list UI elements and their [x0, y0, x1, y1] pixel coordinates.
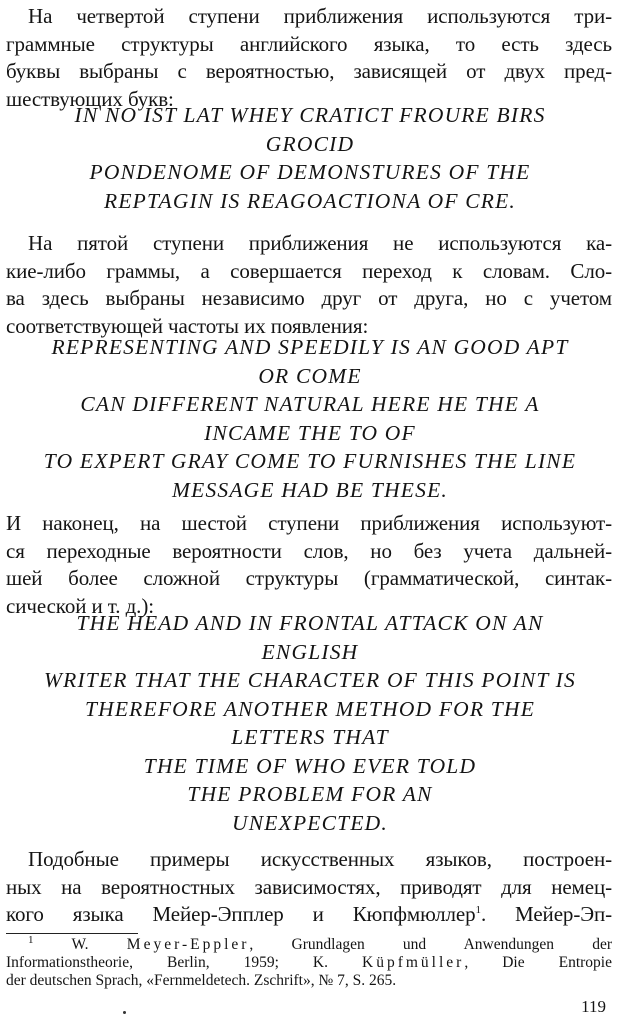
sample-line: REPTAGIN IS REAGOACTIONA OF CRE.	[103, 188, 517, 213]
footnote-text: W.	[71, 936, 127, 953]
text-line: ных на вероятностных зависимостях, приводят для немец-	[6, 874, 612, 899]
text-fragment: кого языка Мейер-Эпплер и Кюпфмюллер	[6, 902, 476, 926]
footnote	[6, 933, 612, 990]
footnote-line	[6, 954, 612, 972]
sample-line: TO EXPERT GRAY COME TO FURNISHES THE LINE	[43, 449, 577, 473]
sample-line: THE HEAD AND IN FRONTAL ATTACK ON AN	[76, 611, 544, 635]
footnote-text: , Die Entropie	[464, 954, 612, 971]
text-line: Подобные примеры искусственных языков, построен-	[28, 847, 612, 871]
text-line: На четвертой ступени приближения используются три-	[28, 4, 612, 28]
sample-line: CAN DIFFERENT NATURAL HERE HE THE A	[80, 392, 540, 416]
text-line: сической и т. д.):	[6, 593, 154, 618]
sample-line: THEREFORE ANOTHER METHOD FOR THE	[84, 696, 536, 721]
footnote-reference[interactable]: 1	[475, 904, 481, 916]
paragraph-sixth-step	[6, 510, 612, 620]
sample-line: PONDENOME OF DEMONSTURES OF THE	[89, 160, 531, 184]
sample-line: THE TIME OF WHO EVER TOLD	[143, 753, 477, 778]
footnote-author: Küpfmüller	[362, 954, 465, 971]
paragraph-german-examples	[6, 846, 612, 929]
text-fragment: . Мейер-Эп-	[480, 902, 613, 926]
footnote-marker: 1	[28, 933, 34, 946]
paragraph-fifth-step	[6, 230, 612, 340]
sample-line: IN NO IST LAT WHEY CRATICT FROURE BIRS	[74, 103, 546, 127]
text-line	[6, 901, 612, 929]
text-line: ся переходные вероятности слов, но без учета дальней-	[6, 538, 612, 563]
text-line: И наконец, на шестой ступени приближения используют-	[6, 511, 612, 535]
paragraph-fourth-step	[6, 3, 612, 113]
page-number: 119	[581, 997, 606, 1016]
sample-line: THE PROBLEM FOR AN	[187, 782, 433, 806]
text-line: На пятой ступени приближения не используются ка-	[28, 231, 612, 255]
footnote-author: Meyer-Eppler	[126, 936, 250, 953]
footnote-text: Informationstheorie, Berlin, 1959; K.	[6, 954, 363, 971]
text-line: буквы выбраны с вероятностью, зависящей от двух пред-	[6, 59, 612, 83]
footnote-line	[6, 933, 612, 954]
print-dot	[123, 1011, 126, 1014]
footnote-text: , Grundlagen und Anwendungen der	[249, 936, 612, 953]
text-line: шествующих букв:	[6, 86, 174, 111]
sample-text-word-frequency	[0, 333, 620, 504]
sample-line: LETTERS THAT	[231, 725, 389, 749]
text-line: граммные структуры английского языка, то есть здесь	[6, 31, 612, 56]
sample-line: UNEXPECTED.	[232, 810, 388, 835]
text-line: соответствующей частоты их появления:	[6, 313, 369, 338]
text-line: кие-либо граммы, а совершается переход к словам. Сло-	[6, 258, 612, 283]
text-line: шей более сложной структуры (грамматической, синтак-	[6, 566, 612, 590]
sample-line: ENGLISH	[261, 639, 359, 664]
sample-line: MESSAGE HAD BE THESE.	[172, 477, 448, 502]
sample-line: INCAME THE TO OF	[204, 420, 416, 445]
sample-text-word-transitions	[0, 609, 620, 837]
sample-line: REPRESENTING AND SPEEDILY IS AN GOOD APT	[51, 335, 569, 359]
footnote-divider	[6, 933, 138, 934]
sample-line: OR COME	[258, 363, 362, 388]
footnote-line: der deutschen Sprach, «Fernmeldetech. Zschrift», № 7, S. 265.	[6, 972, 397, 989]
sample-line: GROCID	[265, 131, 355, 156]
text-line: ва здесь выбраны независимо друг от друга, но с учетом	[6, 286, 612, 310]
sample-line: WRITER THAT THE CHARACTER OF THIS POINT IS	[44, 668, 576, 692]
sample-text-trigram	[0, 101, 620, 215]
